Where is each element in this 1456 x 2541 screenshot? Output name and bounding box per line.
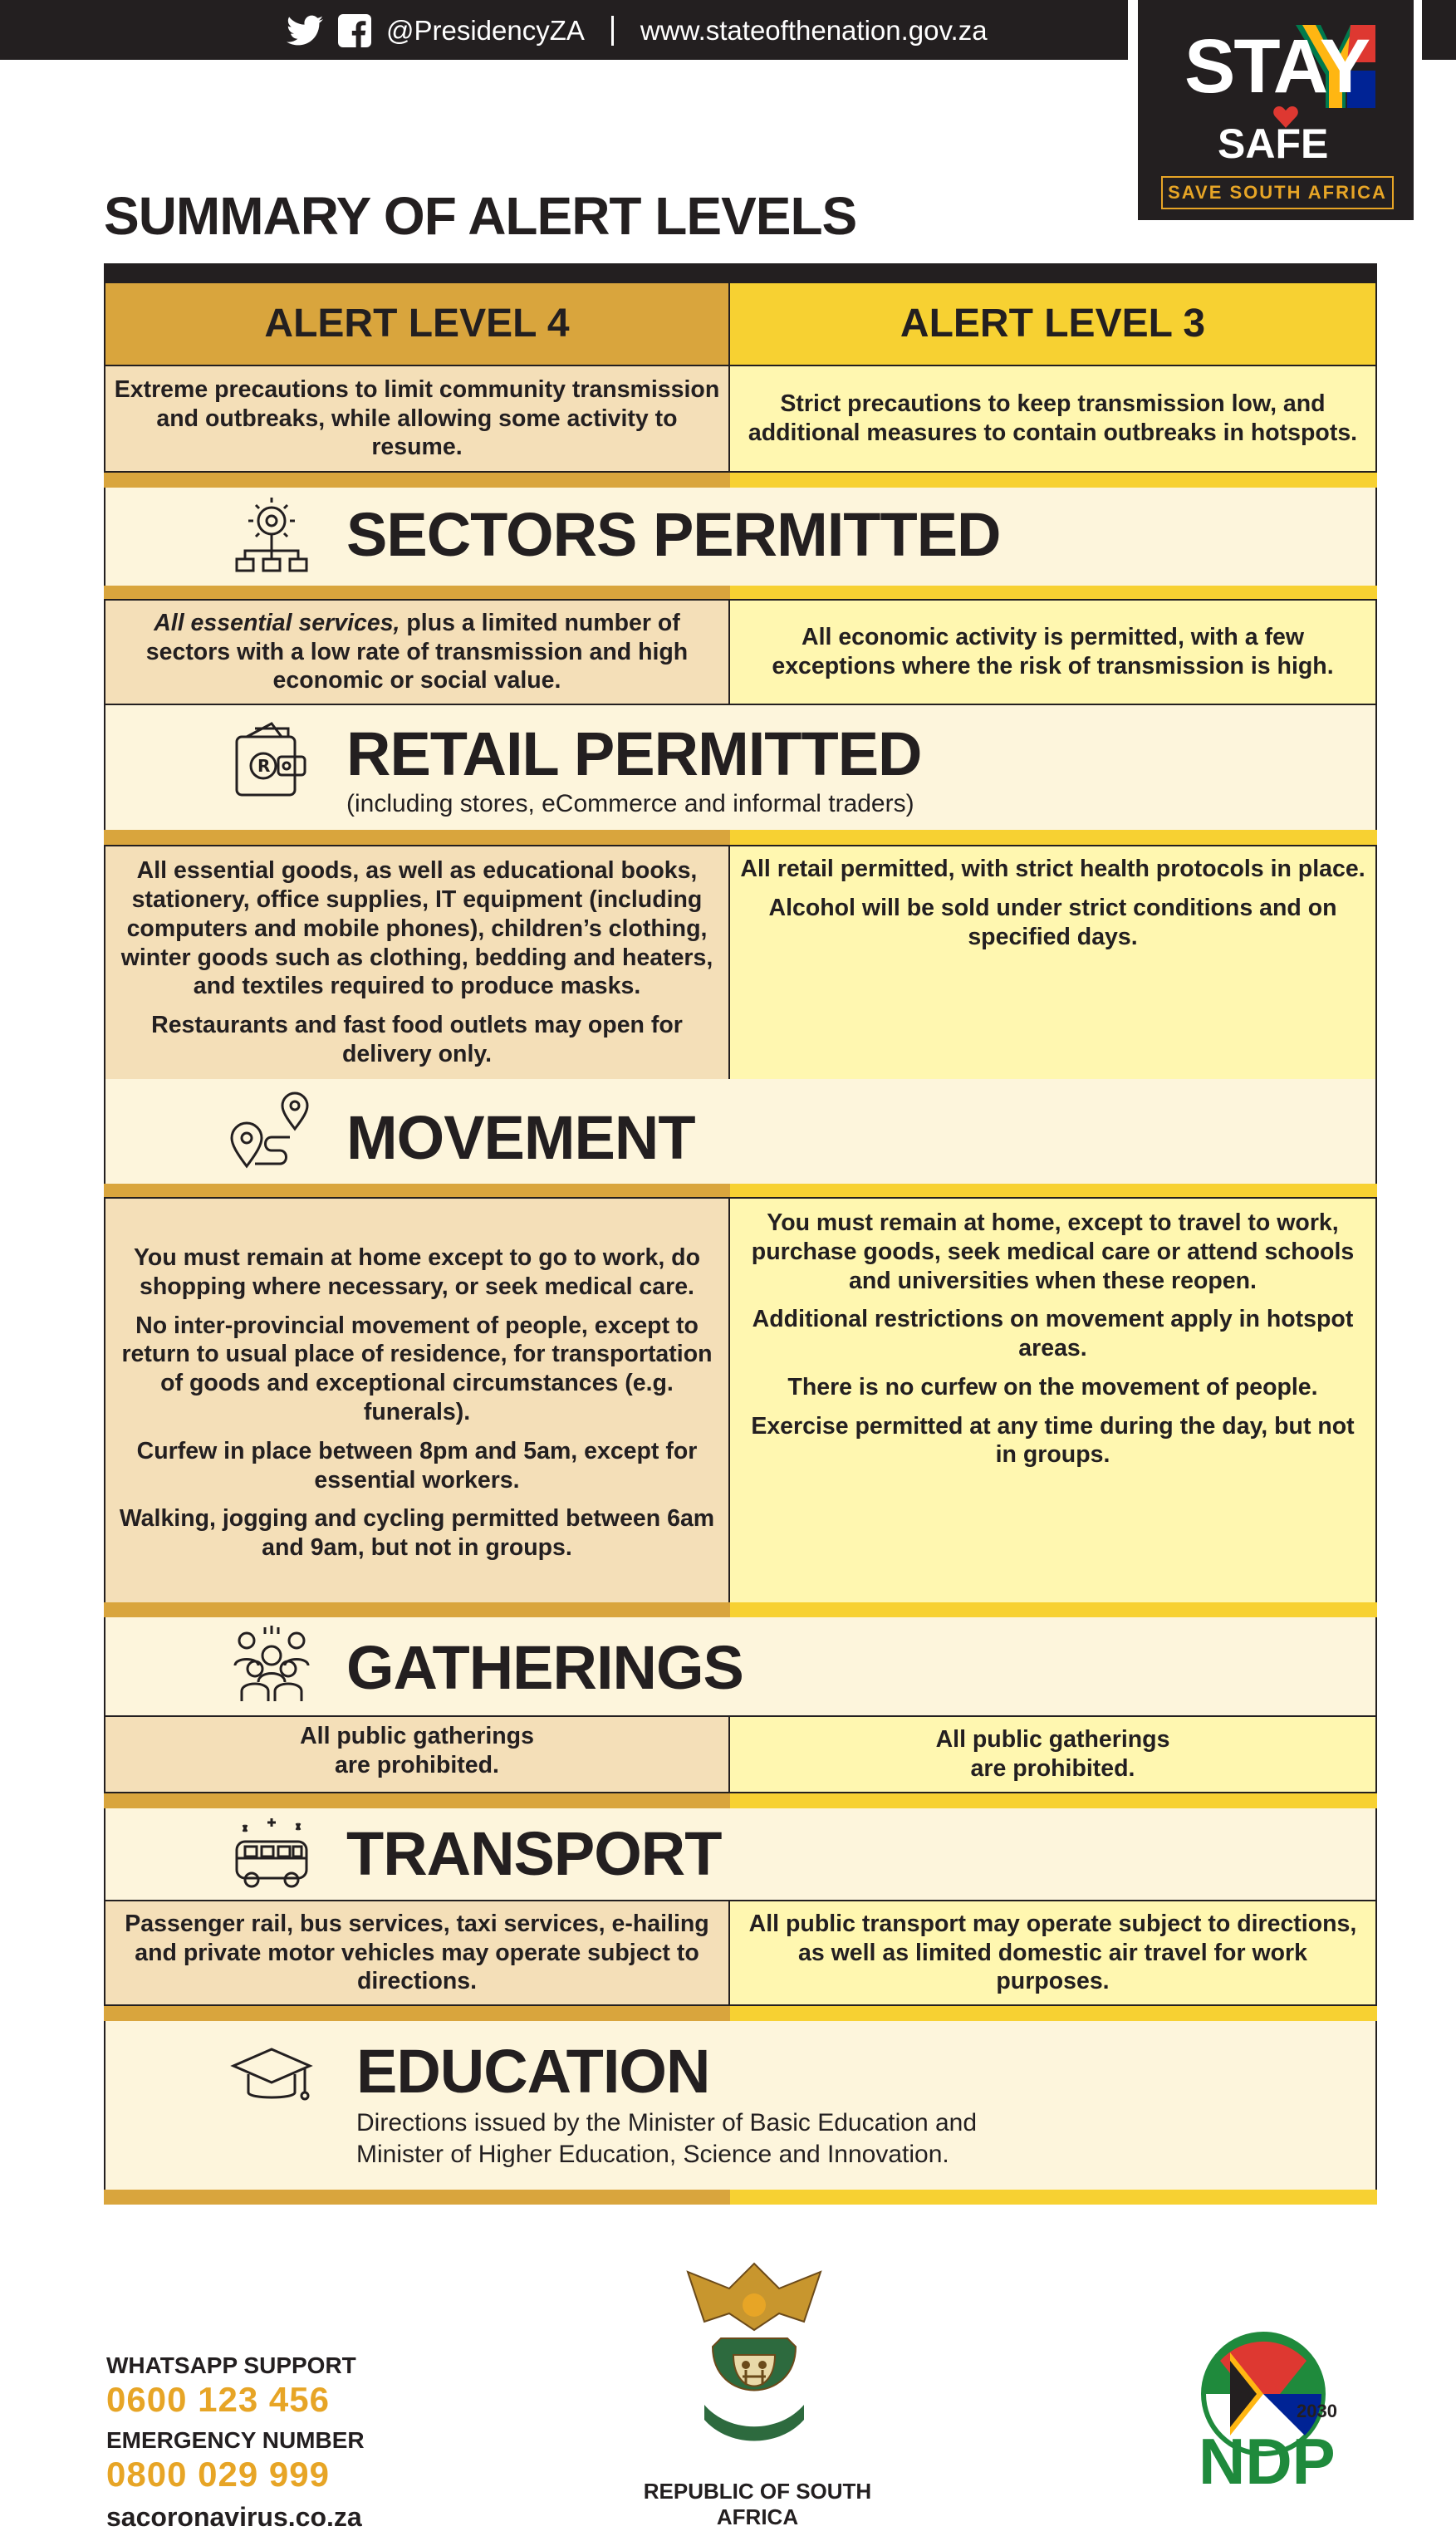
emergency-number[interactable]: 0800 029 999 [106,2455,330,2494]
retail-level-4-text-2: Restaurants and fast food outlets may open for delivery only. [151,1012,683,1067]
footer-website-link[interactable]: sacoronavirus.co.za [106,2502,362,2532]
emergency-label: EMERGENCY NUMBER [106,2427,365,2453]
svg-text:R: R [257,756,271,776]
ndp-year-text: 2030 [1297,2401,1337,2421]
gatherings-level-4-text: All public gatherings are prohibited. [300,1723,534,1778]
facebook-icon[interactable] [338,14,371,47]
sectors-level-3 [728,599,1377,705]
movement-level-3 [728,1197,1377,1609]
page-title: SUMMARY OF ALERT LEVELS [104,186,857,246]
stay-safe-logo [1138,0,1414,220]
sectors-level-3-text: All economic activity is permitted, with a few exceptions where the risk of transmission is high. [772,624,1334,679]
movement-level-4-text-4: Walking, jogging and cycling permitted between 6am and 9am, but not in groups. [119,1505,715,1562]
whatsapp-label: WHATSAPP SUPPORT [106,2352,356,2378]
wallet-rand-icon [230,719,313,802]
section-education-text-2: Minister of Higher Education, Science and Innovation. [356,2141,949,2168]
graduation-cap-icon [230,2036,313,2119]
section-retail-header [104,705,1377,846]
section-transport-title: TRANSPORT [346,1819,722,1888]
movement-level-3-text-3: There is no curfew on the movement of people. [787,1373,1318,1400]
movement-level-3-text-4: Exercise permitted at any time during the day, but not in groups. [751,1412,1355,1469]
twitter-icon[interactable] [287,15,323,47]
movement-level-4-text-2: No inter-provincial movement of people, except to return to usual place of residence, for transportation of goods and exceptional circumstances (e.g. funerals). [121,1312,713,1425]
retail-level-4-text-1: All essential goods, as well as educational books, stationery, office supplies, IT equipment (including computers and mobile phones), children’s clothing, winter goods such as clothing, bedding and heaters, and textiles required to produce masks. [120,857,713,1000]
sectors-level-4 [104,599,730,705]
section-education-title: EDUCATION [356,2037,710,2106]
ndp-2030-logo [1180,2328,1346,2494]
table-top-border [104,263,1377,282]
header-divider [611,16,614,46]
ndp-label-text: NDP [1199,2425,1336,2494]
section-sectors-header [104,488,1377,586]
transport-level-3-text: All public transport may operate subject to directions, as well as limited domestic air travel for work purposes. [748,1910,1357,1995]
retail-level-3-text-1: All retail permitted, with strict health protocols in place. [740,856,1365,882]
retail-level-4 [104,845,730,1081]
sectors-level-4-emphasis: All essential services, [154,609,400,636]
header-website-link[interactable]: www.stateofthenation.gov.za [640,15,988,46]
logo-tagline: SAVE SOUTH AFRICA [1161,176,1394,209]
bus-icon [230,1812,313,1895]
gatherings-level-3-text: All public gatherings are prohibited. [935,1726,1170,1782]
movement-level-4 [104,1197,730,1609]
section-retail-title: RETAIL PERMITTED [346,719,922,788]
section-sectors-title: SECTORS PERMITTED [346,500,1001,569]
transport-level-3 [728,1900,1377,2006]
top-social-bar [0,0,1128,60]
movement-level-4-text-3: Curfew in place between 8pm and 5am, except for essential workers. [136,1437,698,1494]
movement-level-3-text-1: You must remain at home, except to travel to work, purchase goods, seek medical care or attend schools and universities when these reopen. [751,1209,1355,1294]
twitter-handle[interactable]: @PresidencyZA [386,15,585,46]
header-level-3: ALERT LEVEL 3 [728,282,1377,366]
gatherings-level-3 [728,1715,1377,1793]
coat-of-arms-caption: REPUBLIC OF SOUTH AFRICA [643,2479,872,2529]
section-stripe [104,1602,1377,1617]
section-gatherings-header [104,1617,1377,1715]
section-gatherings-title: GATHERINGS [346,1633,743,1702]
section-stripe [104,830,1377,845]
coat-of-arms-icon [679,2255,829,2459]
sectors-level-4-text: plus a limited number of sectors with a low rate of transmission and high economic or social value. [145,609,689,694]
header-level-4: ALERT LEVEL 4 [104,282,730,366]
retail-level-3-text-2: Alcohol will be sold under strict conditions and on specified days. [768,894,1337,950]
transport-level-4 [104,1900,730,2006]
section-transport-header [104,1808,1377,1900]
section-stripe [104,2006,1377,2021]
section-stripe [104,473,1377,488]
group-people-icon [230,1622,313,1705]
intro-level-4 [104,365,730,473]
section-education-header [104,2021,1377,2190]
logo-safe-text: SAFE [1218,120,1329,167]
movement-level-3-text-2: Additional restrictions on movement apply in hotspot areas. [752,1306,1354,1362]
gatherings-level-4 [104,1715,730,1793]
footer-contacts [106,2354,365,2530]
retail-level-3 [728,845,1377,1081]
social-links [287,13,988,48]
transport-level-4-text: Passenger rail, bus services, taxi services, e-hailing and private motor vehicles may operate subject to directions. [125,1910,709,1995]
section-education-text-1: Directions issued by the Minister of Basic Education and [356,2109,978,2136]
whatsapp-number[interactable]: 0600 123 456 [106,2380,330,2419]
section-stripe [104,1793,1377,1808]
intro-level-4-text: Extreme precautions to limit community transmission and outbreaks, while allowing some activity to resume. [114,375,720,461]
alert-levels-table [104,263,1377,2205]
route-pin-icon [230,1087,313,1170]
logo-stay-text: STAY [1184,24,1370,109]
movement-level-4-text-1: You must remain at home except to go to work, do shopping where necessary, or seek medical care. [134,1244,700,1300]
network-gear-icon [230,494,313,577]
intro-level-3-text: Strict precautions to keep transmission low, and additional measures to contain outbreaks in hotspots. [748,390,1358,446]
top-bar-right-segment [1422,0,1456,60]
section-movement-header [104,1079,1377,1197]
intro-level-3 [728,365,1377,473]
section-stripe [104,2190,1377,2205]
section-retail-subtitle: (including stores, eCommerce and informal traders) [346,790,914,817]
section-movement-title: MOVEMENT [346,1103,695,1172]
